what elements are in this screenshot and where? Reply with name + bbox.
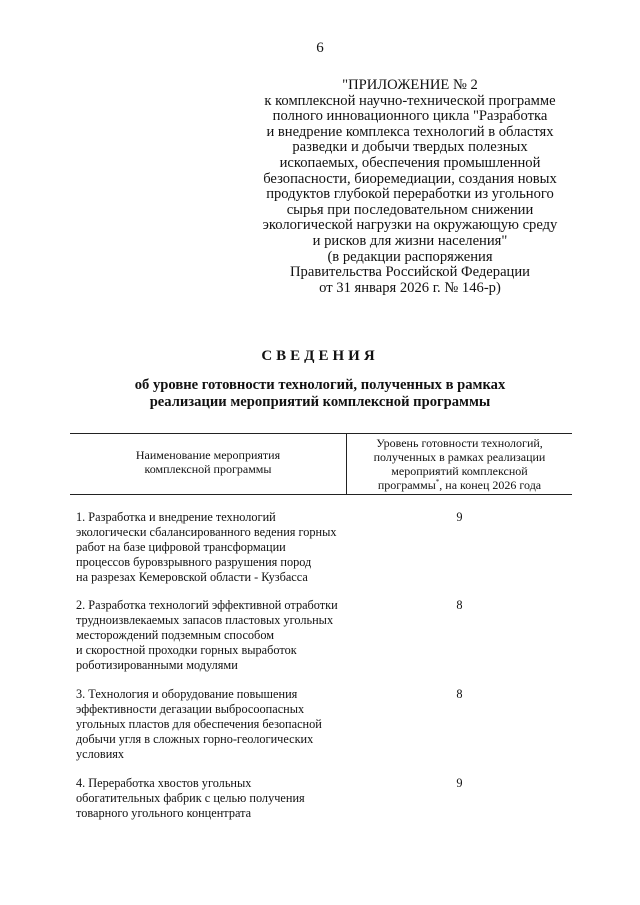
appendix-line: Правительства Российской Федерации <box>290 264 530 281</box>
row-text-line: и скоростной проходки горных выработок <box>76 643 297 657</box>
subtitle-line: об уровне готовности технологий, полученных в рамках <box>134 377 506 393</box>
appendix-line: к комплексной научно-технической программе <box>264 92 556 109</box>
table-header-bottom-rule <box>70 494 572 495</box>
row-text-line: 1. Разработка и внедрение технологий <box>76 510 276 524</box>
appendix-line: полного инновационного цикла "Разработка <box>272 108 548 125</box>
column-header-text: , на конец 2026 года <box>439 478 542 492</box>
document-subtitle <box>0 377 640 411</box>
row-text-line: месторождений подземным способом <box>76 628 275 642</box>
row-text-line: 2. Разработка технологий эффективной отработки <box>76 598 338 612</box>
row-text-line: обогатительных фабрик с целью получения <box>76 791 305 805</box>
row-text-line: роботизированными модулями <box>76 658 238 672</box>
appendix-line: продуктов глубокой переработки из угольного <box>266 186 554 203</box>
row-text-line: угольных пластов для обеспечения безопасной <box>76 717 322 731</box>
row-text-line: работ на базе цифровой трансформации <box>76 540 286 554</box>
column-header-line <box>347 478 572 492</box>
table-row-2-name <box>76 598 376 673</box>
appendix-line: от 31 января 2026 г. № 146-р) <box>319 279 501 296</box>
column-header-line: комплексной программы <box>144 462 272 476</box>
column-header-line: Уровень готовности технологий, <box>376 436 543 450</box>
column-header-level <box>347 436 572 492</box>
row-text-line: 4. Переработка хвостов угольных <box>76 776 252 790</box>
table-row-1-level: 9 <box>456 510 463 524</box>
appendix-line: безопасности, биоремедиации, создания новых <box>263 170 557 187</box>
table-row-2-level: 8 <box>456 598 463 612</box>
appendix-line: (в редакции распоряжения <box>327 248 493 265</box>
subtitle-line: реализации мероприятий комплексной программы <box>149 394 491 410</box>
appendix-line: и внедрение комплекса технологий в областях <box>266 123 554 140</box>
table-row-4-name <box>76 776 376 821</box>
document-title: СВЕДЕНИЯ <box>261 348 379 364</box>
column-header-text: программы <box>377 478 436 492</box>
row-text-line: на разрезах Кемеровской области - Кузбасса <box>76 570 308 584</box>
table-top-rule <box>70 433 572 434</box>
row-text-line: 3. Технология и оборудование повышения <box>76 687 298 701</box>
page-number: 6 <box>316 40 324 56</box>
row-text-line: добычи угля в сложных горно-геологических <box>76 732 314 746</box>
row-text-line: трудноизвлекаемых запасов пластовых угольных <box>76 613 334 627</box>
row-text-line: условиях <box>76 747 125 761</box>
appendix-line: ископаемых, обеспечения промышленной <box>279 154 541 171</box>
row-text-line: товарного угольного концентрата <box>76 806 252 820</box>
row-text-line: процессов буровзрывного разрушения пород <box>76 555 312 569</box>
column-header-line: Наименование мероприятия <box>135 448 281 462</box>
column-header-name <box>70 448 346 476</box>
column-header-line: полученных в рамках реализации <box>373 450 546 464</box>
appendix-line: и рисков для жизни населения" <box>312 232 508 249</box>
table-row-3-name <box>76 687 376 762</box>
appendix-line: "ПРИЛОЖЕНИЕ № 2 <box>342 77 478 93</box>
appendix-line: сырья при последовательном снижении <box>286 201 534 218</box>
row-text-line: экологически сбалансированного ведения горных <box>76 525 337 539</box>
column-header-line: мероприятий комплексной <box>391 464 528 478</box>
table-row-3-level: 8 <box>456 687 463 701</box>
table-row-1-name <box>76 510 376 585</box>
row-text-line: эффективности дегазации выбросоопасных <box>76 702 305 716</box>
appendix-line: экологической нагрузки на окружающую среду <box>262 217 558 234</box>
footnote-marker: * <box>435 478 440 486</box>
table-row-4-level: 9 <box>456 776 463 790</box>
appendix-line: разведки и добычи твердых полезных <box>292 139 528 156</box>
appendix-header <box>225 78 595 296</box>
